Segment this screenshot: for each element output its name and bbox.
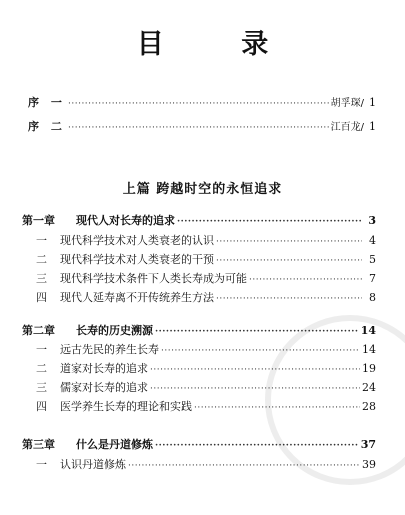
chapter-title: 现代人对长寿的追求: [76, 214, 175, 227]
chapter-number: 第一章: [22, 214, 55, 227]
section-entry[interactable]: [36, 234, 376, 249]
chapter-number: 第三章: [22, 438, 55, 451]
section-entry[interactable]: [36, 291, 376, 306]
section-number: 四: [36, 400, 47, 413]
leader-dots: [161, 344, 360, 358]
part-title: 上篇 跨越时空的永恒追求: [122, 182, 283, 197]
leader-dots: [177, 215, 362, 229]
leader-dots: [150, 382, 360, 396]
page-number: 1: [369, 120, 376, 133]
section-title: 道家对长寿的追求: [60, 362, 148, 375]
section-title: 现代人延寿离不开传统养生方法: [60, 291, 214, 304]
leader-dots: [216, 235, 362, 249]
page-number: 24: [362, 381, 376, 394]
section-title: 远古先民的养生长寿: [60, 343, 159, 356]
page-number: 4: [369, 234, 376, 247]
section-title: 现代科学技术对人类衰老的认识: [60, 234, 214, 247]
section-title: 医学养生长寿的理论和实践: [60, 400, 192, 413]
chapter-title: 什么是丹道修炼: [76, 438, 153, 451]
chapter-entry[interactable]: [22, 214, 376, 229]
section-number: 三: [36, 272, 47, 285]
chapter-entry[interactable]: [22, 438, 376, 453]
section-entry[interactable]: [36, 253, 376, 268]
section-title: 现代科学技术对人类衰老的干预: [60, 253, 214, 266]
chapter-title: 长寿的历史溯源: [76, 324, 153, 337]
section-entry[interactable]: [36, 362, 376, 377]
toc-title: 目 录: [136, 29, 303, 60]
section-title: 现代科学技术条件下人类长寿成为可能: [60, 272, 247, 285]
leader-dots: [155, 439, 359, 453]
preface-entry[interactable]: 序 二 ····· 江百龙 / 1: [28, 120, 376, 135]
section-number: 一: [36, 458, 47, 471]
leader-dots: [194, 401, 360, 415]
page-number: 7: [369, 272, 376, 285]
section-number: 三: [36, 381, 47, 394]
preface-label: 序 二: [28, 120, 66, 133]
leader-dots: [68, 97, 329, 111]
page-number: 1: [369, 96, 376, 109]
page-number: 37: [360, 438, 376, 451]
leader-dots: [216, 254, 362, 268]
section-number: 二: [36, 362, 47, 375]
section-entry[interactable]: [36, 458, 376, 473]
section-entry[interactable]: [36, 400, 376, 415]
leader-dots: [216, 292, 362, 306]
chapter-entry[interactable]: [22, 324, 376, 339]
page-number: 8: [369, 291, 376, 304]
section-title: 儒家对长寿的追求: [60, 381, 148, 394]
leader-dots: [128, 459, 360, 473]
leader-dots: [68, 121, 329, 135]
preface-author: 江百龙: [330, 122, 361, 133]
page-number: 5: [369, 253, 376, 266]
leader-dots: [249, 273, 362, 287]
section-number: 二: [36, 253, 47, 266]
page-number: 14: [362, 343, 376, 356]
section-entry[interactable]: [36, 272, 376, 287]
section-entry[interactable]: [36, 343, 376, 358]
section-number: 四: [36, 291, 47, 304]
section-number: 一: [36, 234, 47, 247]
page-number: 19: [362, 362, 376, 375]
section-number: 一: [36, 343, 47, 356]
leader-dots: [155, 325, 359, 339]
leader-dots: [150, 363, 360, 377]
page-number: 28: [362, 400, 376, 413]
section-title: 认识丹道修炼: [60, 458, 126, 471]
page-number: 39: [362, 458, 376, 471]
preface-author: 胡孚琛: [330, 98, 361, 109]
page-number: 14: [360, 324, 376, 337]
preface-entry[interactable]: 序 一 ····· 胡孚琛 / 1: [28, 96, 376, 111]
section-entry[interactable]: [36, 381, 376, 396]
page-number: 3: [368, 214, 376, 227]
chapter-number: 第二章: [22, 324, 55, 337]
preface-label: 序 一: [28, 96, 66, 109]
